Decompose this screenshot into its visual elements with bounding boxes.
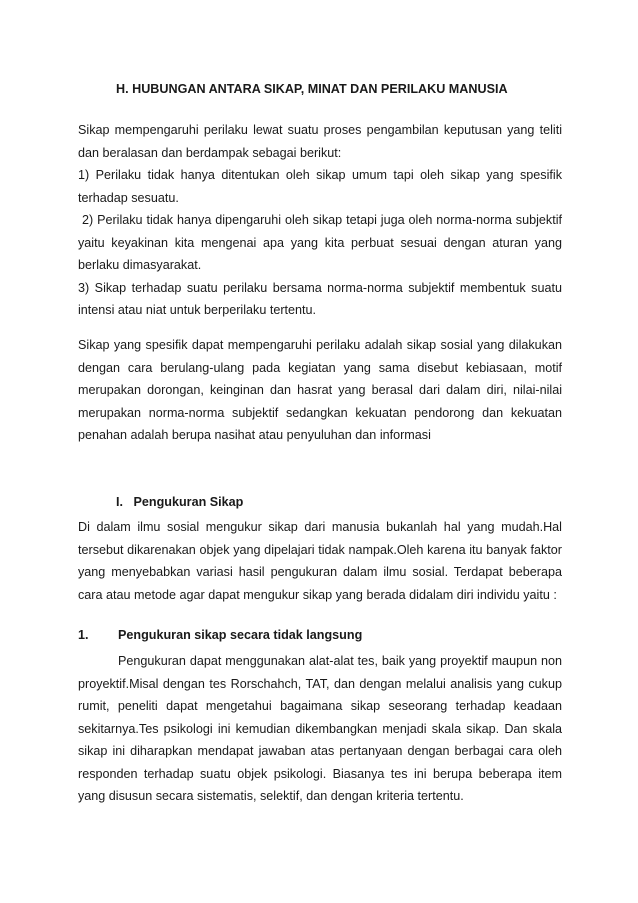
section-h-heading: H. HUBUNGAN ANTARA SIKAP, MINAT DAN PERILAKU MANUSIA (116, 82, 508, 96)
subsection-1-title: Pengukuran sikap secara tidak langsung (118, 628, 363, 642)
section-h-body (78, 119, 566, 322)
section-h-intro: Sikap mempengaruhi perilaku lewat suatu proses pengambilan keputusan yang teliti dan beralasan dan berdampak sebagai berikut: (78, 123, 562, 160)
section-h-item-2: 2) Perilaku tidak hanya dipengaruhi oleh sikap tetapi juga oleh norma-norma subjektif yaitu keyakinan kita mengenai apa yang kita perbuat sesuai dengan aturan yang berlaku dimasyarakat. (78, 213, 566, 272)
subsection-1-body (78, 650, 562, 808)
section-h-item-3: 3) Sikap terhadap suatu perilaku bersama norma-norma subjektif membentuk suatu intensi atau niat untuk berperilaku tertentu. (78, 280, 562, 317)
section-i-heading: I. Pengukuran Sikap (116, 495, 244, 509)
subsection-1-number: 1. (78, 628, 89, 642)
section-h-paragraph-2: Sikap yang spesifik dapat mempengaruhi perilaku adalah sikap sosial yang dilakukan dengan cara berulang-ulang pada kegiatan yang sama disebut kebiasaan, motif merupakan dorongan, keinginan dan hasrat yang berasal dari dalam diri, nilai-nilai merupakan norma-norma subjektif sedangkan kekuatan pendorong dan kekuatan penahan adalah berupa nasihat atau penyuluhan dan informasi (78, 338, 562, 442)
subsection-1-paragraph: Pengukuran dapat menggunakan alat-alat tes, baik yang proyektif maupun non proyektif.Misal dengan tes Rorschahch, TAT, dan dengan melalui analisis yang cukup rumit, peneliti dapat mengetahui bagaimana sikap seseorang terhadap keadaan sekitarnya.Tes psikologi ini kemudian dikembangkan menjadi skala sikap. Dan skala sikap ini diharapkan mendapat jawaban atas pertanyaan dengan berbagai cara oleh responden terhadap suatu objek psikologi. Biasanya tes ini berupa beberapa item yang disusun secara sistematis, selektif, dan dengan kriteria tertentu. (78, 654, 562, 803)
section-h-item-1: 1) Perilaku tidak hanya ditentukan oleh sikap umum tapi oleh sikap yang spesifik terhadap sesuatu. (78, 168, 562, 205)
subsection-1-heading (78, 628, 362, 642)
section-i-paragraph: Di dalam ilmu sosial mengukur sikap dari manusia bukanlah hal yang mudah.Hal tersebut dikarenakan objek yang dipelajari tidak nampak.Oleh karena itu banyak faktor yang menyebabkan variasi hasil pengukuran dalam ilmu sosial. Terdapat beberapa cara atau metode agar dapat mengukur sikap yang berada didalam diri individu yaitu : (78, 520, 562, 602)
